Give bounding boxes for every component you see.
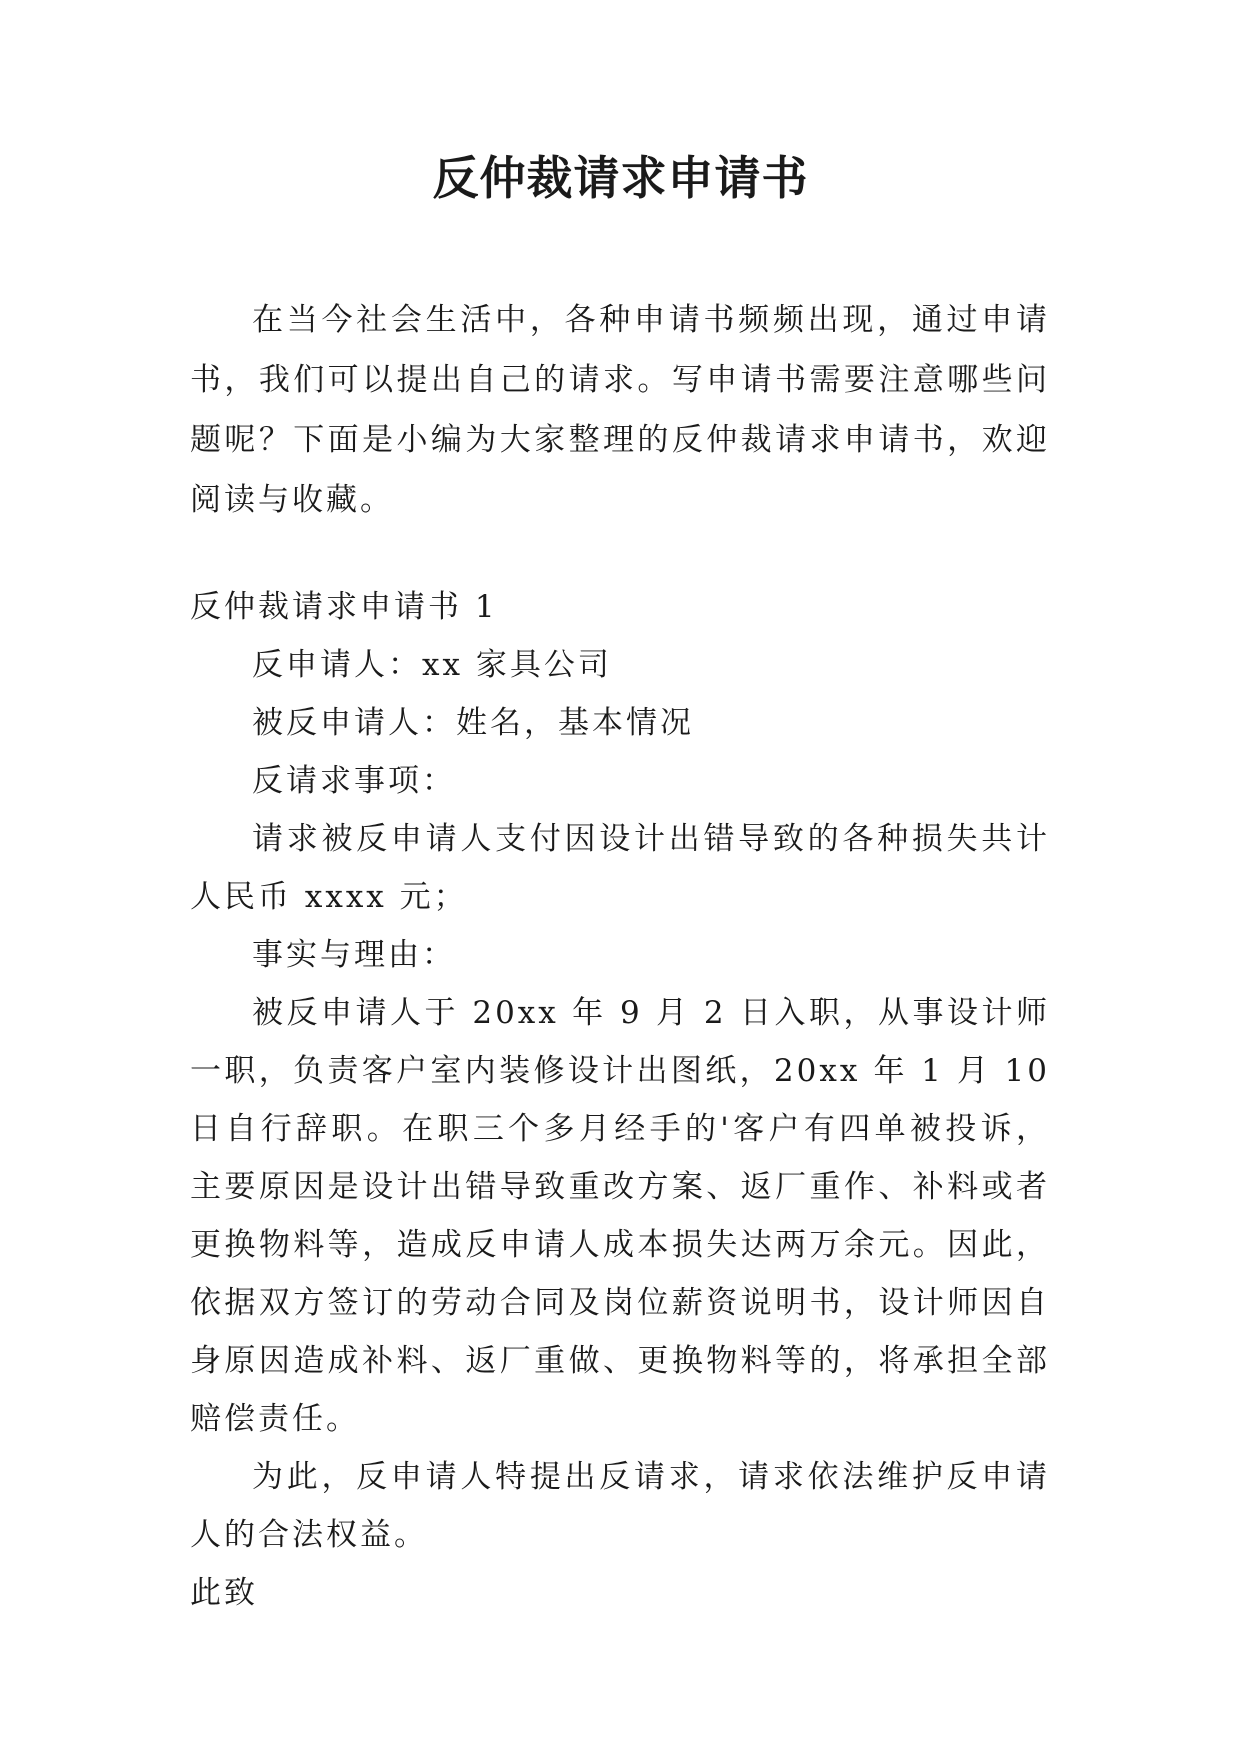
section-heading: 反仲裁请求申请书 1 [190, 589, 498, 625]
conclusion-paragraph: 为此，反申请人特提出反请求，请求依法维护反申请人的合法权益。 [190, 1459, 1050, 1553]
claims-heading: 反请求事项： [252, 763, 456, 799]
facts-heading: 事实与理由： [252, 937, 456, 973]
application-body [190, 578, 1050, 1622]
counter-applicant-line: 反申请人：xx 家具公司 [252, 647, 612, 683]
claims-paragraph: 请求被反申请人支付因设计出错导致的各种损失共计人民币 xxxx 元； [190, 821, 1050, 915]
intro-section [190, 290, 1050, 530]
facts-paragraph: 被反申请人于 20xx 年 9 月 2 日入职，从事设计师一职，负责客户室内装修设计出图纸，20xx 年 1 月 10 日自行辞职。在职三个多月经手的'客户有四单被投诉，主要原因是设计出错导致重改方案、返厂重作、补料或者更换物料等，造成反申请人成本损失达两万余元。因此，依据双方签订的劳动合同及岗位薪资说明书，设计师因自身原因造成补料、返厂重做、更换物料等的，将承担全部赔偿责任。 [190, 995, 1050, 1437]
document-title: 反仲裁请求申请书 [432, 151, 809, 205]
respondent-line: 被反申请人：姓名，基本情况 [252, 705, 694, 741]
intro-paragraph: 在当今社会生活中，各种申请书频频出现，通过申请书，我们可以提出自己的请求。写申请书需要注意哪些问题呢？下面是小编为大家整理的反仲裁请求申请书，欢迎阅读与收藏。 [190, 302, 1050, 518]
closing-line: 此致 [190, 1575, 258, 1611]
